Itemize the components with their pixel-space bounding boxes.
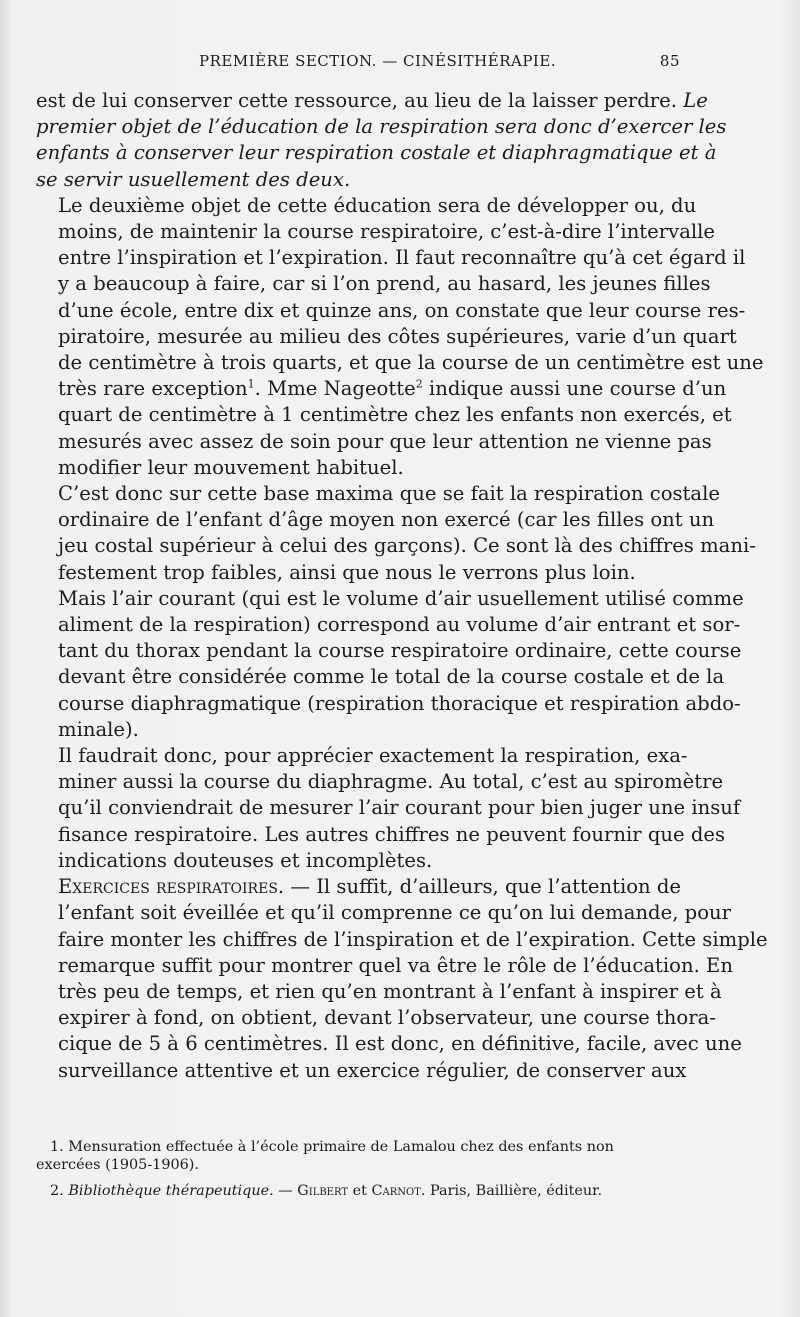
text-line [36, 245, 746, 271]
paragraph [36, 874, 768, 1084]
text-run: festement trop faibles, ainsi que nous le verrons plus loin. [58, 560, 636, 584]
text-line [36, 298, 746, 324]
text-run: Bibliothèque thérapeutique. [68, 1183, 274, 1199]
text-run: piratoire, mesurée au milieu des côtes supérieures, varie d’un quart [58, 324, 737, 348]
text-line [36, 481, 720, 507]
text-line [36, 507, 715, 533]
text-run: jeu costal supérieur à celui des garçons). Ce sont là des chiffres mani- [58, 534, 756, 558]
text-run: moins, de maintenir la course respiratoire, c’est-à-dire l’intervalle [58, 220, 716, 244]
text-run: expirer à fond, on obtient, devant l’observateur, une course thora- [58, 1006, 716, 1030]
text-line [36, 1058, 687, 1084]
text-line [36, 900, 731, 926]
paragraph [36, 88, 727, 193]
text-line [36, 638, 742, 664]
text-run: devant être considérée comme le total de la course costale et de la [58, 665, 725, 689]
page-number: 85 [659, 52, 680, 70]
text-run: faire monter les chiffres de l’inspiration et de l’expiration. Cette simple [58, 927, 768, 951]
text-line [36, 979, 722, 1005]
text-line [36, 795, 741, 821]
text-line [36, 324, 737, 350]
text-run: et [348, 1183, 372, 1199]
text-run: aliment de la respiration) correspond au volume d’air entrant et sor- [58, 613, 741, 637]
text-run: miner aussi la course du diaphragme. Au total, c’est au spiromètre [58, 770, 724, 794]
text-run: Exercices respiratoires. [58, 875, 285, 899]
text-run: mesurés avec assez de soin pour que leur attention ne vienne pas [58, 429, 712, 453]
text-line [36, 664, 725, 690]
text-line [36, 429, 712, 455]
text-run: qu’il conviendrait de mesurer l’air courant pour bien juger une insuf [58, 796, 741, 820]
text-run: remarque suffit pour montrer quel va être le rôle de l’éducation. En [58, 953, 733, 977]
text-line [36, 1031, 742, 1057]
text-run: d’une école, entre dix et quinze ans, on constate que leur course res- [58, 298, 746, 322]
text-line [36, 533, 756, 559]
text-line [36, 167, 680, 193]
text-run: . Mme Nageotte [254, 377, 416, 401]
text-line [36, 219, 716, 245]
text-line [36, 848, 680, 874]
text-run: Le [683, 89, 708, 112]
text-line [36, 822, 726, 848]
text-line [36, 402, 732, 428]
text-line [36, 376, 727, 402]
text-run: très peu de temps, et rien qu’en montrant à l’enfant à inspirer et à [58, 979, 722, 1003]
text-line [36, 953, 733, 979]
text-line [36, 560, 680, 586]
paragraph [36, 586, 744, 743]
text-run: entre l’inspiration et l’expiration. Il faut reconnaître qu’à cet égard il [58, 246, 746, 270]
text-line [36, 350, 764, 376]
text-run: surveillance attentive et un exercice régulier, de conserver aux [58, 1058, 687, 1082]
paragraph [36, 193, 764, 481]
text-run: modifier leur mouvement habituel. [58, 455, 404, 479]
text-run: l’enfant soit éveillée et qu’il comprenne ce qu’on lui demande, pour [58, 901, 731, 925]
paragraph [36, 481, 756, 586]
body-text [36, 88, 768, 1084]
text-run: — Il suffit, d’ailleurs, que l’attention de [284, 875, 682, 899]
text-run: minale). [58, 717, 139, 741]
text-line [36, 743, 688, 769]
text-run: de centimètre à trois quarts, et que la course de un centimètre est une [58, 351, 764, 375]
footnotes [36, 1138, 680, 1200]
text-run: fisance respiratoire. Les autres chiffres ne peuvent fournir que des [58, 822, 726, 846]
text-run: Gilbert [297, 1183, 349, 1199]
text-line [36, 586, 744, 612]
text-run: indications douteuses et incomplètes. [58, 848, 433, 872]
text-line [36, 455, 680, 481]
text-run: premier objet de l’éducation de la respiration sera donc d’exercer les [36, 115, 727, 139]
text-run: est de lui conserver cette ressource, au lieu de la laisser perdre. [36, 89, 684, 112]
text-run: quart de centimètre à 1 centimètre chez les enfants non exercés, et [58, 403, 732, 427]
text-line [36, 1005, 716, 1031]
text-run: Il faudrait donc, pour apprécier exactement la respiration, exa- [58, 744, 688, 768]
text-run: 2. [50, 1183, 69, 1199]
text-line [36, 193, 697, 219]
text-line [36, 691, 741, 717]
text-run: — [273, 1183, 298, 1199]
text-line [36, 88, 708, 114]
text-run: indique aussi une course d’un [422, 377, 727, 401]
text-line [36, 114, 727, 140]
text-line [36, 874, 680, 900]
text-run: tant du thorax pendant la course respiratoire ordinaire, cette course [58, 639, 742, 663]
text-line [36, 140, 717, 166]
text-line [36, 271, 711, 297]
text-run: ordinaire de l’enfant d’âge moyen non exercé (car les filles ont un [58, 508, 715, 532]
footnote [36, 1182, 680, 1200]
text-line [36, 927, 768, 953]
footnote [36, 1138, 680, 1174]
text-line [36, 612, 741, 638]
text-line [36, 717, 680, 743]
footnote-ref: 2 [415, 377, 423, 391]
text-run: se servir usuellement des deux. [36, 167, 351, 191]
footnote-ref: 1 [247, 377, 255, 391]
text-run: 1. Mensuration effectuée à l’école primaire de Lamalou chez des enfants non exercées (1905-1906). [36, 1139, 614, 1173]
text-line [36, 769, 724, 795]
text-run: très rare exception [58, 377, 248, 401]
text-run: Le deuxième objet de cette éducation sera de développer ou, du [58, 193, 697, 217]
paragraph [36, 743, 741, 874]
text-run: enfants à conserver leur respiration costale et diaphragmatique et à [36, 141, 717, 165]
text-run: . Paris, Baillière, éditeur. [420, 1183, 603, 1199]
text-run: C’est donc sur cette base maxima que se fait la respiration costale [58, 482, 720, 506]
text-run: y a beaucoup à faire, car si l’on prend, au hasard, les jeunes filles [58, 272, 711, 296]
text-run: cique de 5 à 6 centimètres. Il est donc, en définitive, facile, avec une [58, 1032, 742, 1056]
text-run: Carnot [371, 1183, 421, 1199]
text-run: Mais l’air courant (qui est le volume d’air usuellement utilisé comme [58, 586, 744, 610]
text-run: course diaphragmatique (respiration thoracique et respiration abdo- [58, 691, 741, 715]
section-title: PREMIÈRE SECTION. — CINÉSITHÉRAPIE. [199, 52, 557, 70]
